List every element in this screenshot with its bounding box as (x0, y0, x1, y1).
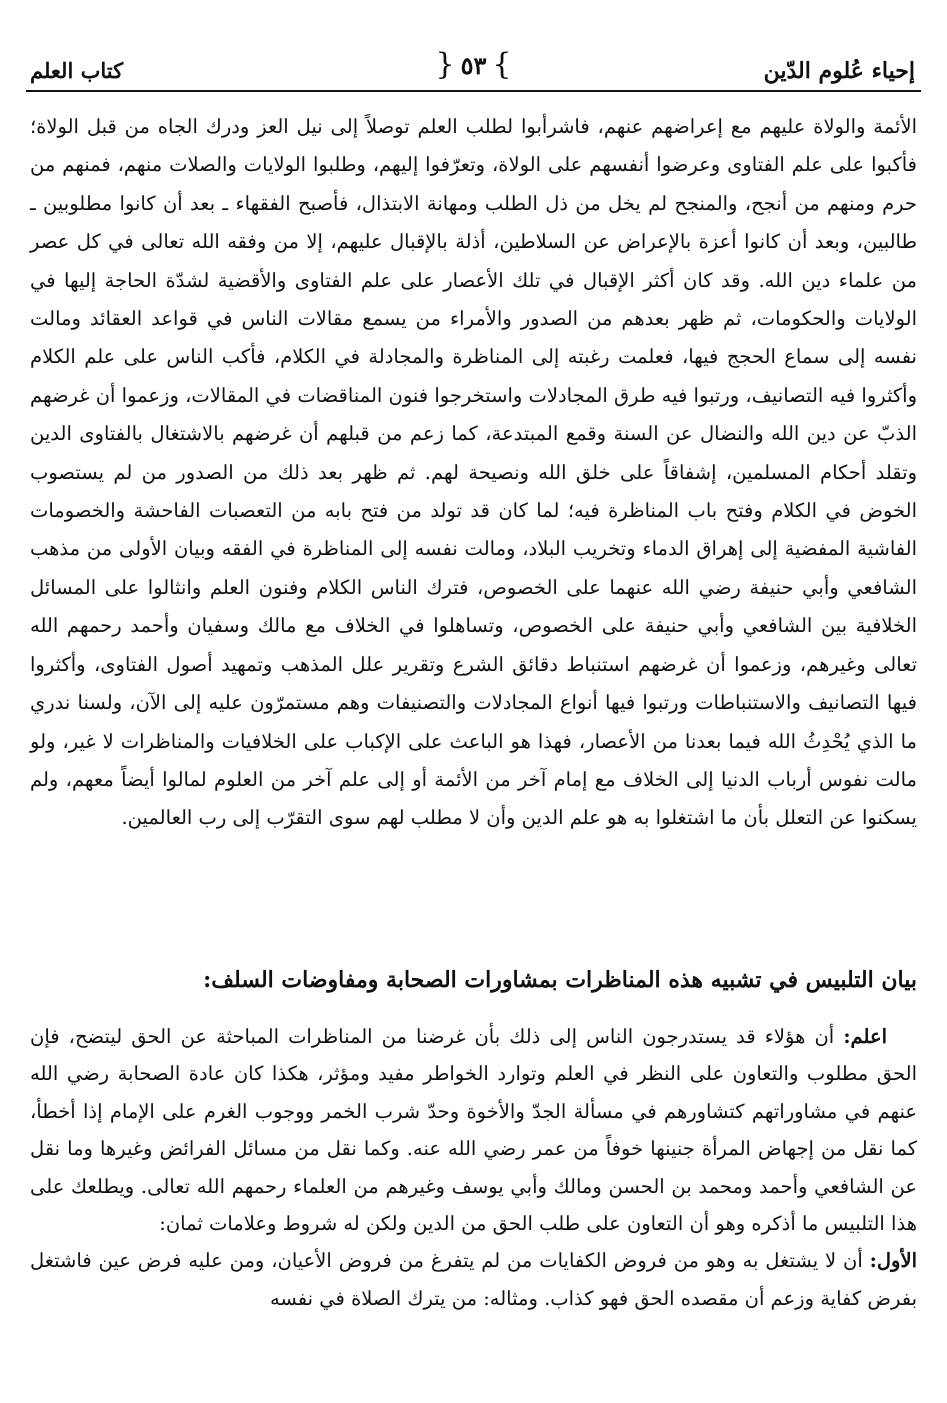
section-text-block (30, 1018, 917, 1317)
paragraph-body: أن هؤلاء قد يستدرجون الناس إلى ذلك بأن غرضنا من المناظرات المباحثة عن الحق ليتضح، فإن الحق مطلوب والتعاون على النظر في العلم وتوارد الخواطر مفيد ومؤثر، هكذا كان عادة الصحابة رضي الله عنهم في مشاوراتهم كتشاورهم في مسألة الجدّ والأخوة وحدّ شرب الخمر ووجوب الغرم على الإمام إذا أخطأ، كما نقل من إجهاض المرأة جنينها خوفاً من عمر رضي الله عنه. وكما نقل من مسائل الفرائض وغيرها وما نقل عن الشافعي وأحمد ومحمد بن الحسن ومالك وأبي يوسف وغيرهم من العلماء رحمهم الله تعالى. ويطلعك على هذا التلبيس ما أذكره وهو أن التعاون على طلب الحق من الدين ولكن له شروط وعلامات ثمان: (30, 1025, 917, 1236)
ornamental-brace-right: } (492, 47, 512, 82)
paragraph-lead-word: الأول: (869, 1249, 917, 1273)
section-heading: بيان التلبيس في تشبيه هذه المناظرات بمشاورات الصحابة ومفاوضات السلف: (203, 967, 917, 993)
header-divider (26, 90, 921, 92)
book-title: إحياء عُلوم الدّين (763, 58, 915, 84)
section-paragraph-2 (30, 1242, 917, 1317)
chapter-title: كتاب العلم (30, 58, 124, 83)
paragraph-body: أن لا يشتغل به وهو من فروض الكفايات من لم يتفرغ من فروض الأعيان، ومن عليه فرض عين فاشتغل بفرض كفاية وزعم أن مقصده الحق فهو كذاب. ومثاله: من يترك الصلاة في نفسه (30, 1249, 917, 1310)
ornamental-brace-left: { (435, 47, 455, 82)
page-number: ٥٣ (460, 50, 487, 80)
paragraph-lead-word: اعلم: (843, 1025, 887, 1048)
main-text-block (30, 108, 917, 838)
section-paragraph-1 (30, 1018, 917, 1242)
main-paragraph: الأئمة والولاة عليهم مع إعراضهم عنهم، فاشرأبوا لطلب العلم توصلاً إلى نيل العز ودرك الجاه من قبل الولاة؛ فأكبوا على علم الفتاوى وعرضوا أنفسهم على الولاة، وتعرّفوا إليهم، وطلبوا الولايات والصلات منهم، فمنهم من حرم ومنهم من أنجح، والمنجح لم يخل من ذل الطلب ومهانة الابتذال، فأصبح الفقهاء ـ بعد أن كانوا مطلوبين ـ طالبين، وبعد أن كانوا أعزة بالإعراض عن السلاطين، أذلة بالإقبال عليهم، إلا من وفقه الله تعالى في كل عصر من علماء دين الله. وقد كان أكثر الإقبال في تلك الأعصار على علم الفتاوى والأقضية لشدّة الحاجة إليها في الولايات والحكومات، ثم ظهر بعدهم من الصدور والأمراء من يسمع مقالات الناس في قواعد العقائد ومالت نفسه إلى سماع الحجج فيها، فعلمت رغبته إلى المناظرة والمجادلة في الكلام، فأكب الناس على علم الكلام وأكثروا فيه التصانيف، ورتبوا فيه طرق المجادلات واستخرجوا فنون المناقضات في المقالات، وزعموا أن غرضهم الذبّ عن دين الله والنضال عن السنة وقمع المبتدعة، كما زعم من قبلهم أن غرضهم بالاشتغال بالفتاوى الدين وتقلد أحكام المسلمين، إشفاقاً على خلق الله ونصيحة لهم. ثم ظهر بعد ذلك من الصدور من لم يستصوب الخوض في الكلام وفتح باب المناظرة فيه؛ لما كان قد تولد من فتح بابه من التعصبات الفاحشة والخصومات الفاشية المفضية إلى إهراق الدماء وتخريب البلاد، ومالت نفسه إلى المناظرة في الفقه وبيان الأولى من مذهب الشافعي وأبي حنيفة رضي الله عنهما على الخصوص، فترك الناس الكلام وفنون العلم وانثالوا على المسائل الخلافية بين الشافعي وأبي حنيفة على الخصوص، وتساهلوا في الخلاف مع مالك وسفيان وأحمد رحمهم الله تعالى وغيرهم، وزعموا أن غرضهم استنباط دقائق الشرع وتقرير علل المذهب وتمهيد أصول الفتاوى، وأكثروا فيها التصانيف والاستنباطات ورتبوا فيها أنواع المجادلات والتصنيفات وهم مستمرّون عليه إلى الآن، ولسنا ندري ما الذي يُحْدِثُ الله فيما بعدنا من الأعصار، فهذا هو الباعث على الإكباب على الخلافيات والمناظرات لا غير، ولو مالت نفوس أرباب الدنيا إلى الخلاف مع إمام آخر من الأئمة أو إلى علم آخر من العلوم لمالوا أيضاً معهم، ولم يسكنوا عن التعلل بأن ما اشتغلوا به هو علم الدين وأن لا مطلب لهم سوى التقرّب إلى رب العالمين. (30, 115, 917, 830)
page-number-ornament (435, 47, 512, 82)
